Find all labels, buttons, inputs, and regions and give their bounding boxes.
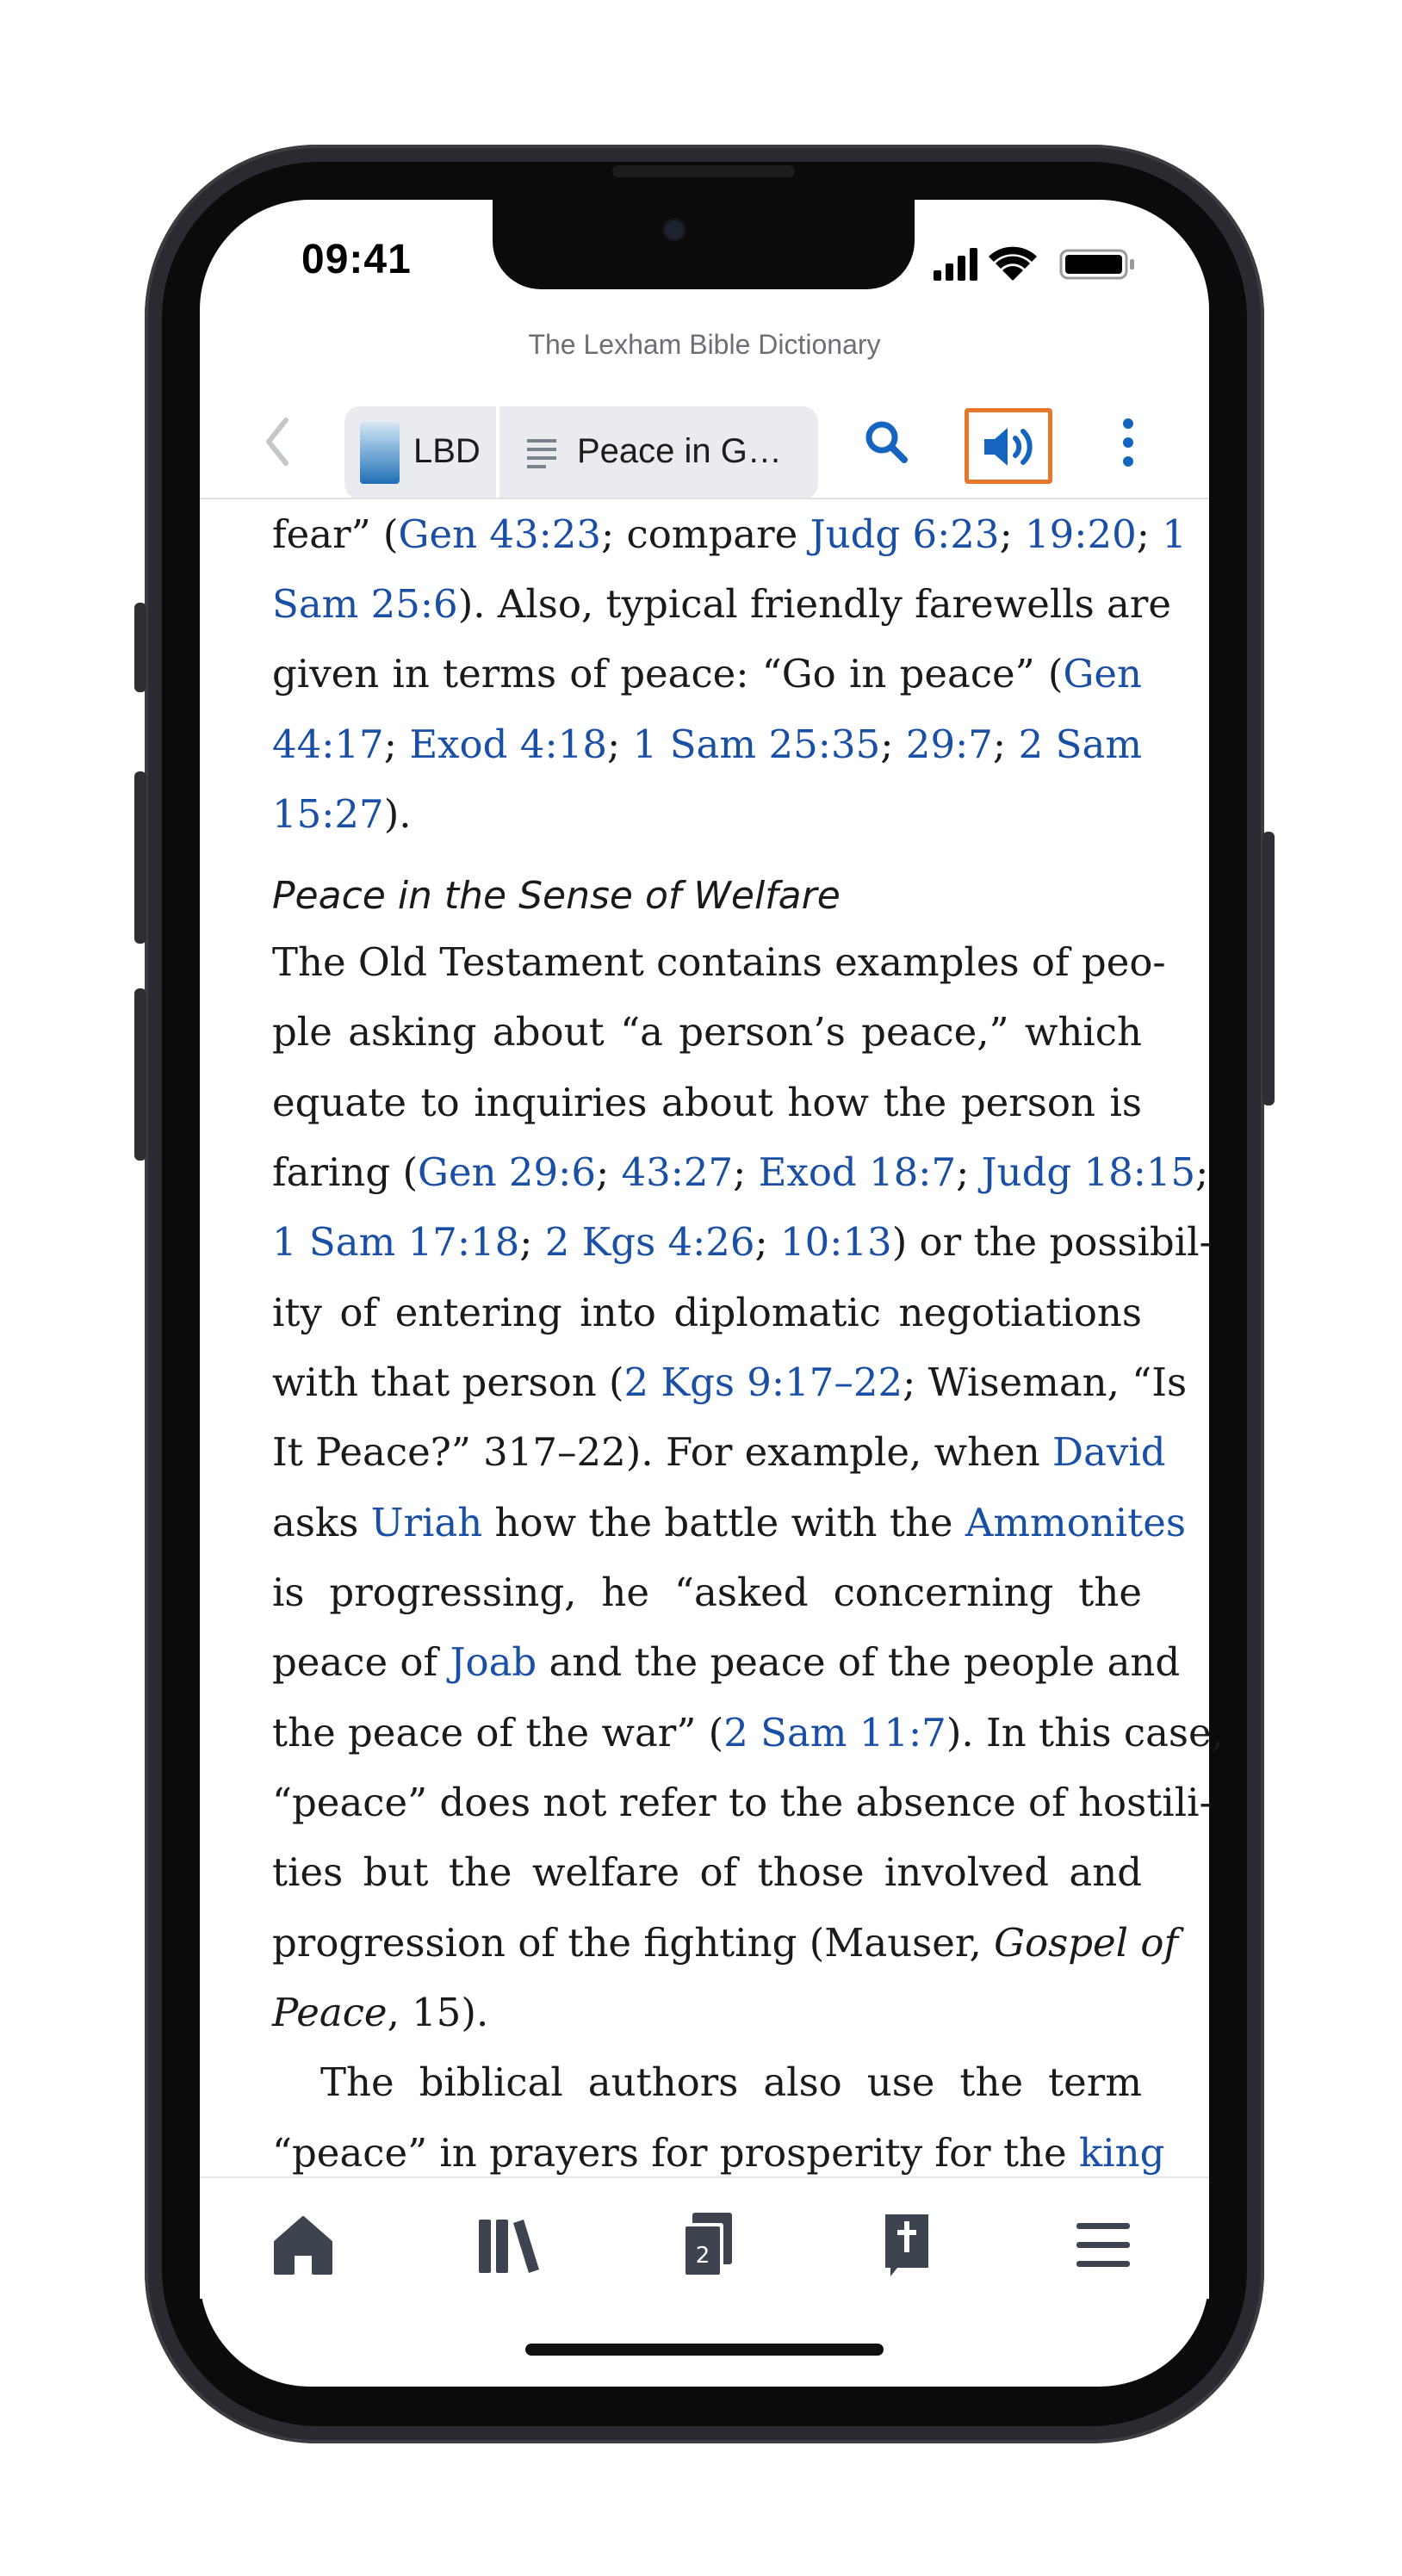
article-line: [272, 1986, 1142, 2040]
article-line: [272, 1006, 1142, 1059]
article-line: [272, 936, 1166, 989]
scripture-link[interactable]: David: [1052, 1429, 1166, 1475]
article-line: [272, 508, 1187, 561]
battery-icon: [1061, 251, 1134, 278]
article-text: how the battle with the: [482, 1500, 965, 1545]
home-tab[interactable]: [269, 2211, 338, 2280]
scripture-link[interactable]: 15:27: [272, 791, 384, 837]
article-line: [272, 788, 1142, 841]
article-text: given in terms of peace: “Go in peace” (: [272, 651, 1064, 697]
home-indicator: [525, 2344, 884, 2356]
library-tab[interactable]: [474, 2211, 543, 2280]
scripture-link[interactable]: Gen 43:23: [398, 511, 602, 557]
scripture-link[interactable]: 19:20: [1025, 511, 1137, 557]
wifi-icon: [989, 247, 1037, 281]
article-text: ). In this case,: [946, 1710, 1224, 1756]
article-line: [272, 1496, 1186, 1550]
article-line: [272, 718, 1142, 771]
article-text: ). Also, typical friendly farewells are: [457, 581, 1171, 627]
article-text: is progressing, he “asked concerning the: [272, 1570, 1142, 1615]
scripture-link[interactable]: 1: [1162, 511, 1187, 557]
article-text: Peace: [272, 1990, 388, 2035]
article-line: [272, 2127, 1165, 2180]
article-text: ties but the welfare of those involved and: [272, 1849, 1142, 1895]
article-text: ).: [383, 791, 412, 837]
scripture-link[interactable]: Judg 18:15: [981, 1149, 1196, 1195]
scripture-link[interactable]: 44:17: [272, 721, 384, 767]
scripture-link[interactable]: 2 Sam: [1018, 721, 1142, 767]
scripture-link[interactable]: 1 Sam 25:35: [632, 721, 881, 767]
article-line: [272, 1566, 1142, 1619]
article-text: ;: [999, 511, 1026, 557]
documents-badge: 2: [695, 2243, 710, 2269]
more-options-icon[interactable]: [1118, 417, 1138, 468]
article-button[interactable]: [499, 406, 818, 499]
article-text: equate to inquiries about how the person is: [272, 1080, 1142, 1125]
article-text: It Peace?” 317–22). For example, when: [272, 1429, 1052, 1475]
scripture-link[interactable]: Exod 18:7: [758, 1149, 957, 1195]
article-text: ;: [1195, 1149, 1209, 1195]
article-text: and the peace of the people and: [537, 1639, 1181, 1685]
article-text: “peace” in prayers for prosperity for the: [272, 2130, 1079, 2176]
scripture-link[interactable]: 2 Kgs 4:26: [544, 1219, 755, 1265]
article-line: [272, 1216, 1213, 1269]
article-text: fear” (: [272, 511, 399, 557]
scripture-link[interactable]: king: [1078, 2130, 1165, 2176]
article-text: Gospel of: [994, 1920, 1179, 1966]
navigation-bar: [200, 391, 1209, 492]
scripture-link[interactable]: Judg 6:23: [810, 511, 1000, 557]
resource-button[interactable]: [344, 406, 499, 499]
article-line: [272, 1146, 1209, 1199]
article-text: ;: [956, 1149, 982, 1195]
notch: [493, 200, 915, 289]
article-text: ; Wiseman, “Is: [903, 1359, 1188, 1405]
article-text: ity of entering into diplomatic negotiations: [272, 1290, 1142, 1335]
article-body: [272, 499, 1224, 2187]
article-line: [272, 1846, 1142, 1899]
stacked-documents-icon: [670, 2211, 739, 2280]
speaker-volume-icon: [981, 424, 1036, 469]
screen: [200, 200, 1224, 2387]
text-lines-icon: [525, 436, 560, 470]
article-text: ;: [595, 1149, 622, 1195]
bible-cross-icon: [873, 2211, 942, 2280]
earpiece-speaker: [612, 165, 795, 177]
article-text: progression of the fighting (Mauser,: [272, 1920, 995, 1966]
article-title: Peace in G…: [577, 432, 782, 470]
article-text: ;: [519, 1219, 545, 1265]
scripture-link[interactable]: 10:13: [780, 1219, 892, 1265]
power-button: [1262, 832, 1275, 1105]
action-button: [134, 603, 146, 692]
scripture-link[interactable]: Exod 4:18: [409, 721, 607, 767]
home-icon: [269, 2211, 338, 2280]
article-text: “peace” does not refer to the absence of hostili-: [272, 1780, 1213, 1825]
article-text: ple asking about “a person’s peace,” which: [272, 1009, 1142, 1055]
article-line: [272, 1917, 1179, 1970]
article-line: [272, 1356, 1188, 1409]
resource-abbrev: LBD: [413, 432, 481, 470]
search-icon[interactable]: [863, 418, 909, 465]
article-text: asks: [272, 1500, 371, 1545]
article-line: [272, 2056, 1142, 2109]
status-time: 09:41: [301, 237, 412, 282]
book-cover-icon: [360, 422, 400, 484]
article-text: The biblical authors also use the term: [320, 2059, 1142, 2105]
article-line: [272, 1636, 1181, 1689]
status-icons: [934, 246, 1140, 281]
volume-down-button: [134, 988, 146, 1161]
article-line: [272, 1076, 1142, 1130]
documents-tab[interactable]: [670, 2211, 739, 2280]
article-text: ;: [1136, 511, 1163, 557]
article-line: [272, 647, 1142, 701]
scripture-link[interactable]: 2 Sam 11:7: [723, 1710, 946, 1756]
scripture-link[interactable]: 2 Kgs 9:17–22: [623, 1359, 903, 1405]
menu-tab[interactable]: [1070, 2211, 1138, 2280]
article-text: ;: [733, 1149, 759, 1195]
scripture-link[interactable]: 29:7: [905, 721, 993, 767]
hamburger-menu-icon: [1070, 2211, 1138, 2280]
article-text: ;: [606, 721, 633, 767]
scripture-link[interactable]: Sam 25:6: [272, 581, 458, 627]
article-text: ;: [754, 1219, 780, 1265]
article-text: ) or the possibil-: [891, 1219, 1213, 1265]
library-books-icon: [474, 2211, 543, 2280]
scripture-link[interactable]: Ammonites: [965, 1500, 1186, 1545]
back-chevron-icon[interactable]: [260, 412, 295, 472]
article-text: , 15).: [387, 1990, 489, 2035]
article-line: [272, 1426, 1166, 1479]
audio-speaker-button[interactable]: [965, 408, 1052, 484]
scripture-link[interactable]: Gen: [1063, 651, 1142, 697]
scripture-link[interactable]: 43:27: [621, 1149, 734, 1195]
scripture-link[interactable]: Gen 29:6: [418, 1149, 596, 1195]
article-text: peace of: [272, 1639, 450, 1685]
article-text: ; compare: [601, 511, 810, 557]
article-line: [272, 1776, 1213, 1830]
scripture-link[interactable]: 1 Sam 17:18: [272, 1219, 520, 1265]
article-text: the peace of the war” (: [272, 1710, 724, 1756]
section-heading: [272, 870, 841, 923]
article-line: [272, 578, 1171, 631]
article-text: ;: [992, 721, 1019, 767]
cellular-signal-icon: [934, 248, 977, 281]
tab-bar: [200, 2178, 1209, 2299]
article-line: [272, 1286, 1142, 1340]
front-camera: [665, 220, 684, 239]
bible-tab[interactable]: [873, 2211, 942, 2280]
article-text: The Old Testament contains examples of peo-: [272, 939, 1166, 985]
article-text: with that person (: [272, 1359, 624, 1405]
article-line: [272, 1706, 1224, 1760]
scripture-link[interactable]: Uriah: [370, 1500, 483, 1545]
book-title: The Lexham Bible Dictionary: [528, 329, 881, 360]
article-text: faring (: [272, 1149, 419, 1195]
volume-up-button: [134, 771, 146, 944]
article-text: Peace in the Sense of Welfare: [272, 874, 841, 918]
scripture-link[interactable]: Joab: [450, 1639, 537, 1685]
article-text: ;: [880, 721, 906, 767]
resource-selector: [344, 406, 818, 499]
article-text: ;: [383, 721, 410, 767]
